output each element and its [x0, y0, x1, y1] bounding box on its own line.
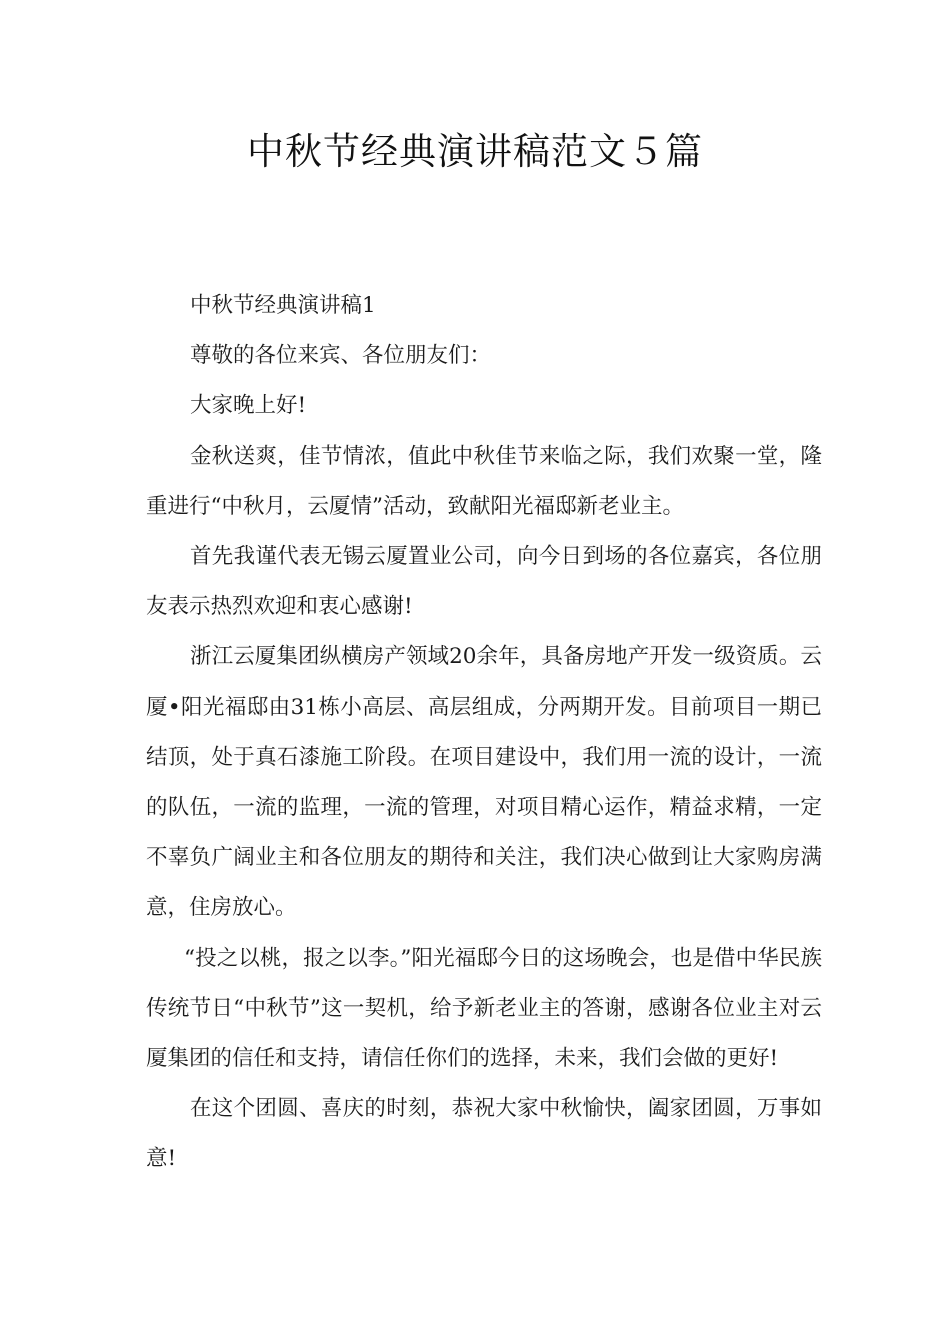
section-heading: 中秋节经典演讲稿1	[190, 293, 376, 318]
salutation: 尊敬的各位来宾、各位朋友们：	[190, 343, 492, 369]
paragraph: 金秋送爽，佳节情浓，值此中秋佳节来临之际，我们欢聚一堂，隆重进行“中秋月，云厦情”活动，致献阳光福邸新老业主。	[146, 443, 822, 519]
paragraph: 浙江云厦集团纵横房产领域20余年，具备房地产开发一级资质。云厦•阳光福邸由31栋小高层、高层组成，分两期开发。目前项目一期已结顶，处于真石漆施工阶段。在项目建设中，我们用一流的设计，一流的队伍，一流的监理，一流的管理，对项目精心运作，精益求精，一定不辜负广阔业主和各位朋友的期待和关注，我们决心做到让大家购房满意，住房放心。	[146, 644, 822, 921]
paragraph: 在这个团圆、喜庆的时刻，恭祝大家中秋愉快，阖家团圆，万事如意!	[146, 1096, 822, 1172]
paragraph: “投之以桃，报之以李。”阳光福邸今日的这场晚会，也是借中华民族传统节日“中秋节”这一契机，给予新老业主的答谢，感谢各位业主对云厦集团的信任和支持，请信任你们的选择，未来，我们会做的更好!	[146, 945, 822, 1072]
document-body	[146, 281, 822, 1185]
greeting: 大家晚上好!	[190, 393, 307, 419]
document-title: 中秋节经典演讲稿范文５篇	[247, 130, 703, 173]
paragraph: 首先我谨代表无锡云厦置业公司，向今日到场的各位嘉宾，各位朋友表示热烈欢迎和衷心感谢!	[146, 544, 822, 620]
